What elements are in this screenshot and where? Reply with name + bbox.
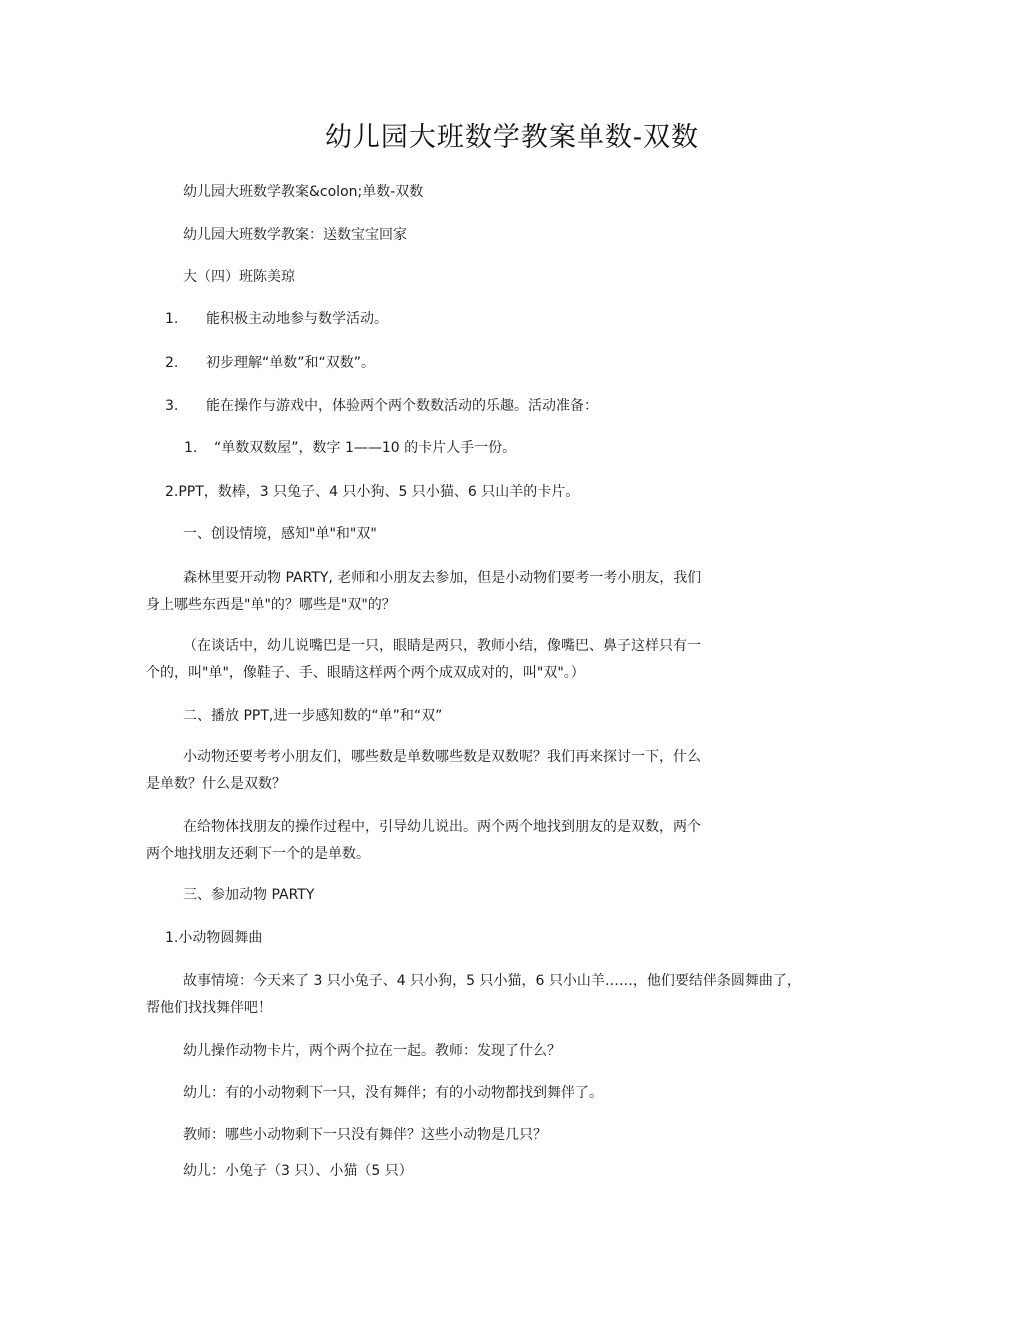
dialogue-line-1: 幼儿操作动物卡片，两个两个拉在一起。教师：发现了什么？	[183, 1043, 561, 1059]
dialogue-line-4: 幼儿：小兔子（3 只）、小猫（5 只）	[183, 1163, 413, 1179]
section-2-paragraph-1-line-1: 小动物还要考考小朋友们，哪些数是单数哪些数是双数呢？我们再来探讨一下，什么	[183, 749, 701, 765]
dialogue-line-2: 幼儿：有的小动物剩下一只，没有舞伴；有的小动物都找到舞伴了。	[183, 1085, 603, 1101]
goal-1-text: 能积极主动地参与数学活动。	[206, 311, 388, 327]
goal-2-number: 2.	[165, 355, 179, 371]
story-line-1: 故事情境：今天来了 3 只小兔子、4 只小狗，5 只小猫，6 只小山羊……，他们要结伴条圆舞曲了，	[183, 973, 801, 989]
lesson-name-line: 幼儿园大班数学教案：送数宝宝回家	[183, 227, 407, 243]
section-2-paragraph-2-line-2: 两个地找朋友还剩下一个的是单数。	[146, 846, 370, 862]
section-3-heading: 三、参加动物 PARTY	[183, 887, 315, 903]
document-title: 幼儿园大班数学教案单数-双数	[324, 122, 700, 153]
section-2-paragraph-2-line-1: 在给物体找朋友的操作过程中，引导幼儿说出。两个两个地找到朋友的是双数，两个	[183, 819, 701, 835]
prep-1-text: “单数双数屋”，数字 1——10 的卡片人手一份。	[214, 440, 517, 456]
section-1-heading: 一、创设情境，感知"单"和"双"	[183, 526, 377, 542]
section-1-paragraph-2-line-1: （在谈话中，幼儿说嘴巴是一只，眼睛是两只，教师小结，像嘴巴、鼻子这样只有一	[183, 638, 701, 654]
section-1-paragraph-2-line-2: 个的，叫"单"，像鞋子、手、眼睛这样两个两个成双成对的，叫"双"。）	[146, 665, 585, 681]
goal-3-text: 能在操作与游戏中，体验两个两个数数活动的乐趣。活动准备：	[206, 398, 598, 414]
section-1-paragraph-1-line-1: 森林里要开动物 PARTY, 老师和小朋友去参加，但是小动物们要考一考小朋友，我们	[183, 570, 702, 586]
subtitle-line: 幼儿园大班数学教案&colon;单数-双数	[183, 184, 424, 200]
goal-3-number: 3.	[165, 398, 179, 414]
goal-2-text: 初步理解“单数”和“双数”。	[206, 355, 376, 371]
section-2-heading: 二、播放 PPT,进一步感知数的“单”和“双”	[183, 708, 443, 724]
goal-1-number: 1.	[165, 311, 179, 327]
dialogue-line-3: 教师：哪些小动物剩下一只没有舞伴？这些小动物是几只？	[183, 1127, 547, 1143]
story-line-2: 帮他们找找舞伴吧！	[146, 1000, 272, 1016]
prep-1-number: 1.	[184, 440, 198, 456]
section-1-paragraph-1-line-2: 身上哪些东西是"单"的？哪些是"双"的？	[146, 597, 396, 613]
section-2-paragraph-1-line-2: 是单数？什么是双数？	[146, 776, 286, 792]
author-line: 大（四）班陈美琼	[183, 269, 295, 285]
prep-2-text: 2.PPT，数棒，3 只兔子、4 只小狗、5 只小猫、6 只山羊的卡片。	[165, 484, 580, 500]
section-3-subheading: 1.小动物圆舞曲	[165, 930, 263, 946]
